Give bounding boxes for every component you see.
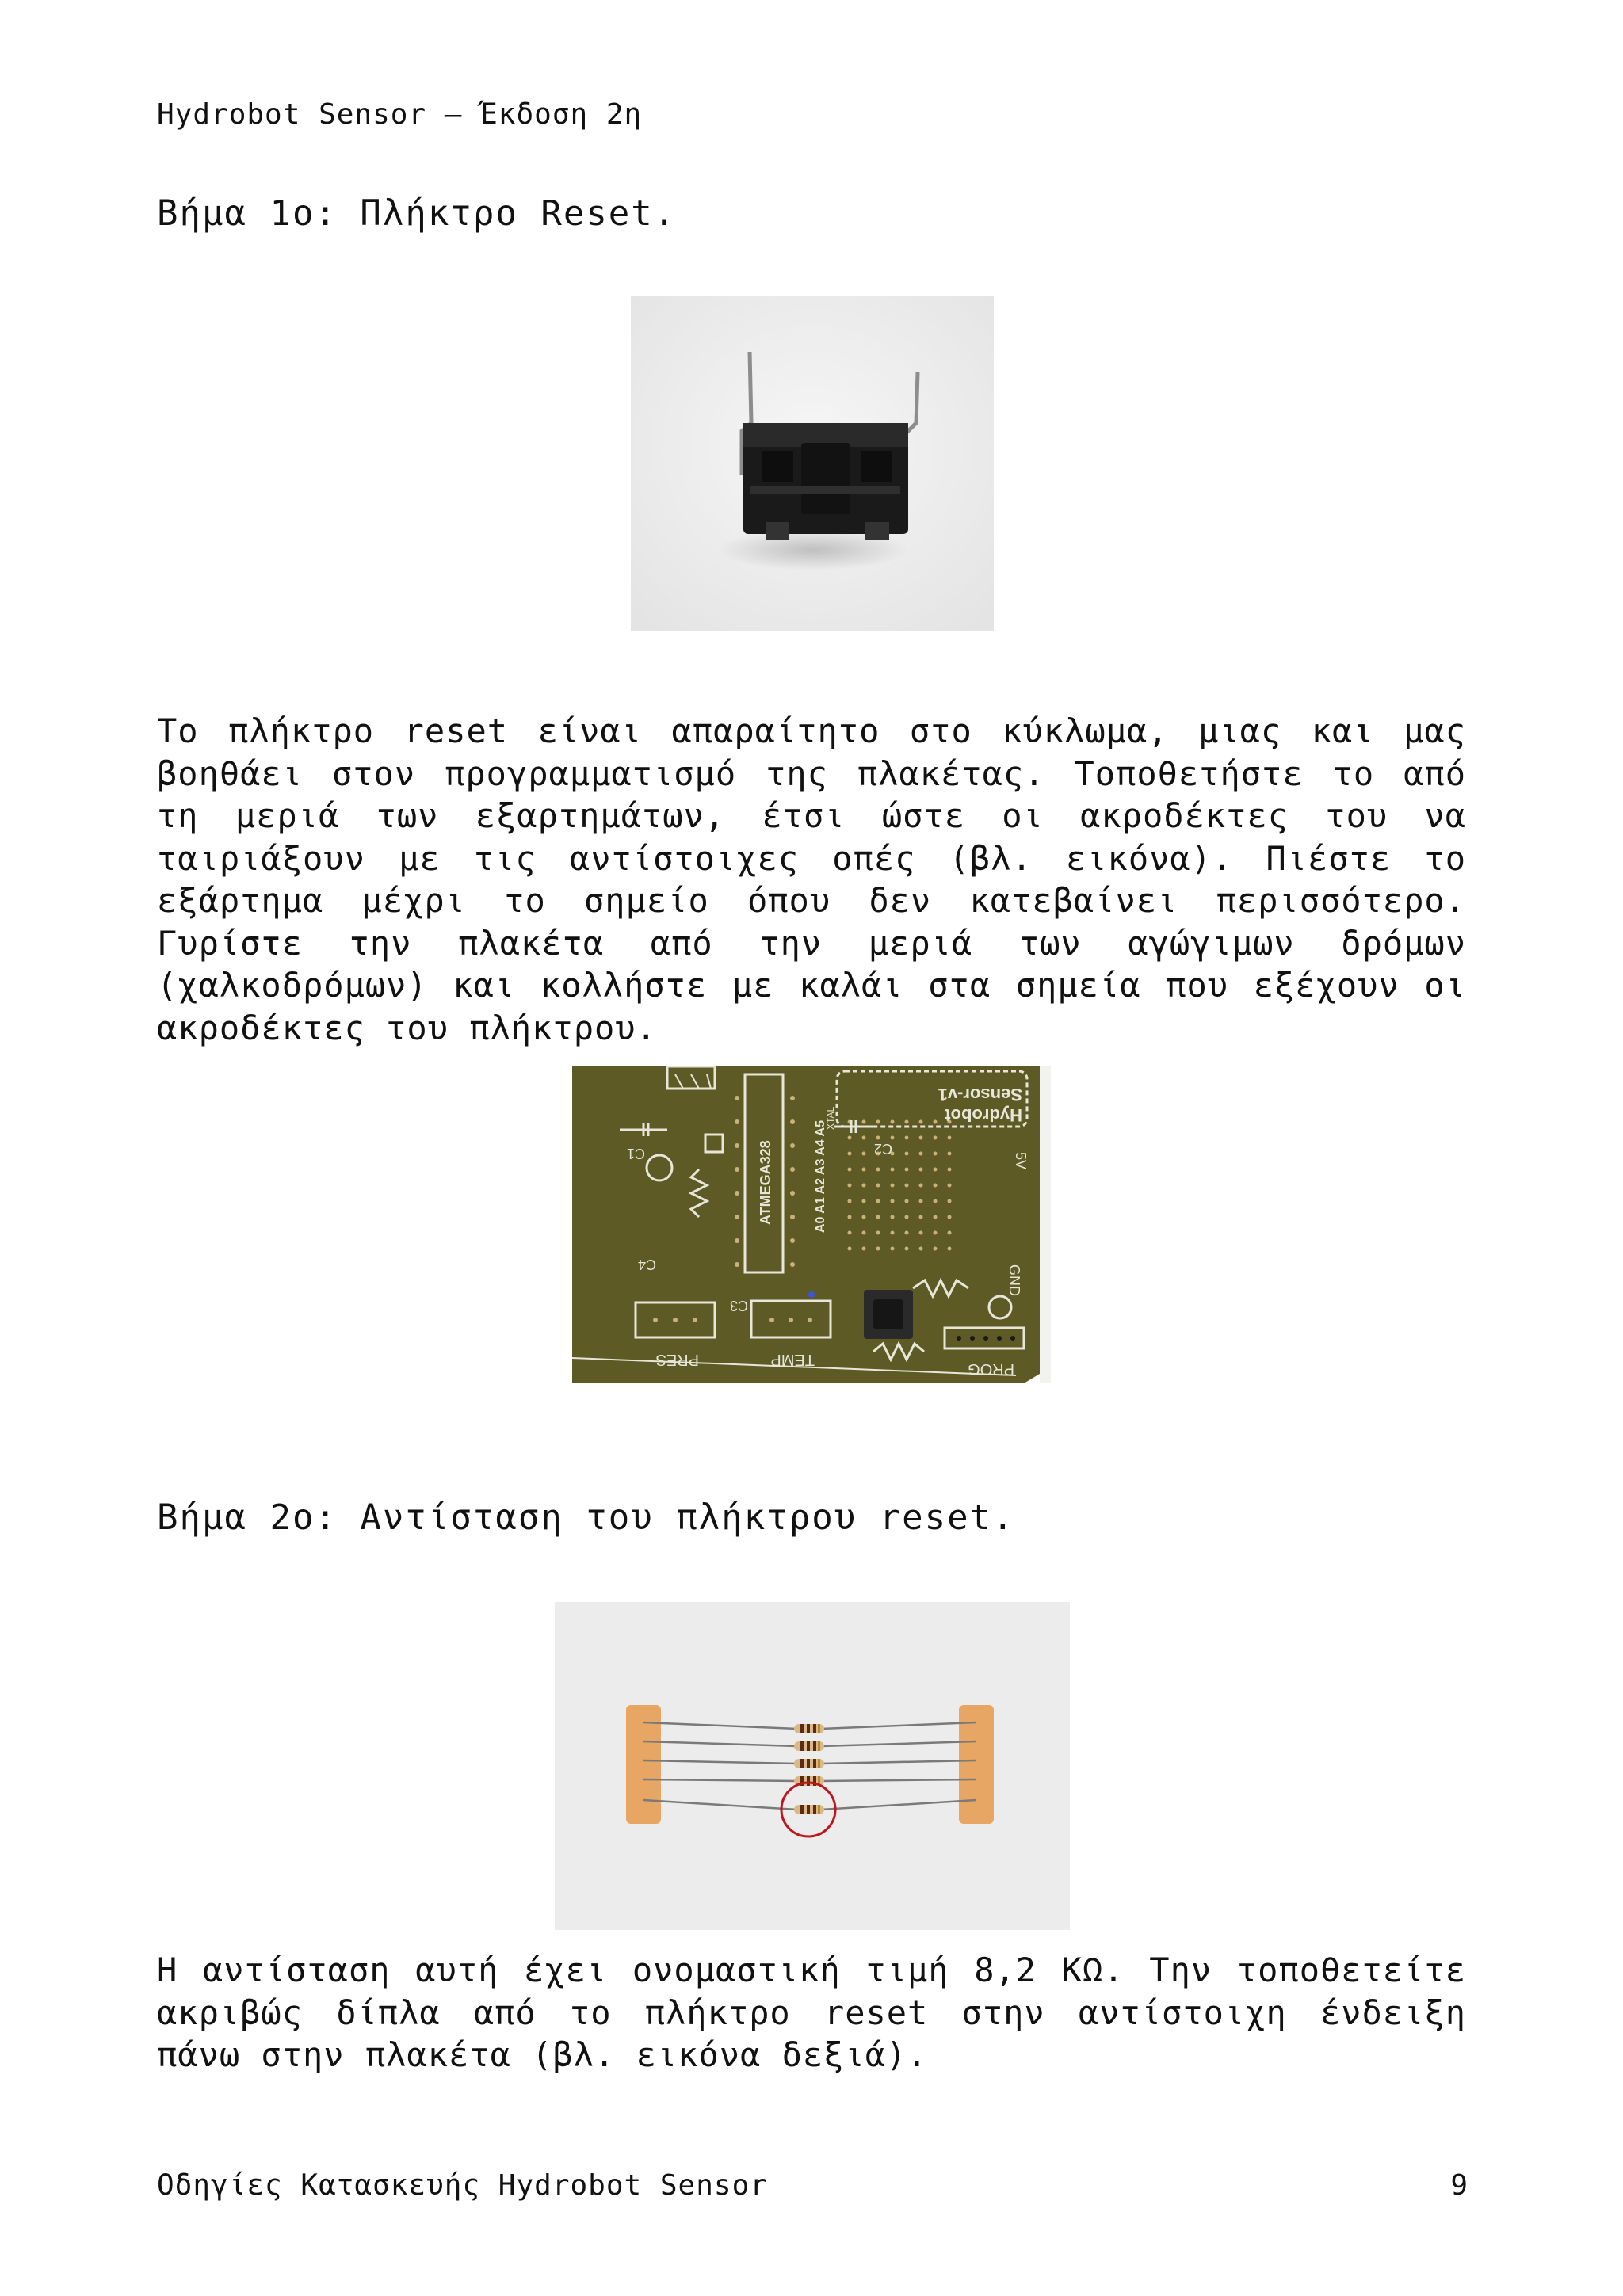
pcb-chip-label: ATMEGA328	[758, 1140, 773, 1225]
pcb-brand-line1: Hydrobot	[945, 1105, 1022, 1125]
pcb-pres-label: PRES	[655, 1351, 699, 1368]
pcb-c3-label: C3	[729, 1298, 748, 1314]
pcb-pins-label: A0 A1 A2 A3 A4 A5	[814, 1120, 827, 1233]
running-header: Hydrobot Sensor – Έκδοση 2η	[157, 98, 643, 131]
step-2-paragraph: Η αντίσταση αυτή έχει ονομαστική τιμή 8,2 ΚΩ. Την τοποθετείτε ακριβώς δίπλα από το πλήκτρο reset στην αντίστοιχη ένδειξη πάνω στην πλακέτα (βλ. εικόνα δεξιά).	[157, 1951, 1466, 2074]
resistor-strip-photo	[555, 1602, 1070, 1930]
pcb-5v-label: 5V	[1013, 1152, 1029, 1170]
pcb-prog-label: PROG	[968, 1360, 1014, 1378]
pcb-photo	[572, 1066, 1051, 1383]
pcb-gnd-label: GND	[1006, 1264, 1022, 1296]
step-1-title: Βήμα 1ο: Πλήκτρο Reset.	[157, 193, 677, 234]
page-number: 9	[1450, 2169, 1468, 2202]
footer-document-title: Οδηγίες Κατασκευής Hydrobot Sensor	[157, 2169, 768, 2202]
step-2-title: Βήμα 2ο: Αντίσταση του πλήκτρου reset.	[157, 1497, 1015, 1538]
pcb-c2-label: C2	[873, 1141, 892, 1157]
pcb-c1-label: C1	[626, 1146, 645, 1161]
pcb-temp-label: TEMP	[770, 1351, 815, 1368]
pcb-brand-line2: Sensor-v1	[938, 1085, 1022, 1104]
reset-button-photo	[631, 296, 994, 631]
pcb-c4-label: C4	[637, 1257, 656, 1272]
step-1-paragraph: Το πλήκτρο reset είναι απαραίτητο στο κύκλωμα, μιας και μας βοηθάει στον προγραμματισμό της πλακέτας. Τοποθετήστε το από τη μεριά των εξαρτημάτων, έτσι ώστε οι ακροδέκτες του να ταιριάξουν με τις αντίστοιχες οπές (βλ. εικόνα). Πιέστε το εξάρτημα μέχρι το σημείο όπου δεν κατεβαίνει περισσότερο. Γυρίστε την πλακέτα από την μεριά των αγώγιμων δρόμων (χαλκοδρόμων) και κολλήστε με καλάι στα σημεία που εξέχουν οι ακροδέκτες του πλήκτρου.	[157, 711, 1466, 1047]
pcb-xtal-label: XTAL	[825, 1106, 836, 1130]
